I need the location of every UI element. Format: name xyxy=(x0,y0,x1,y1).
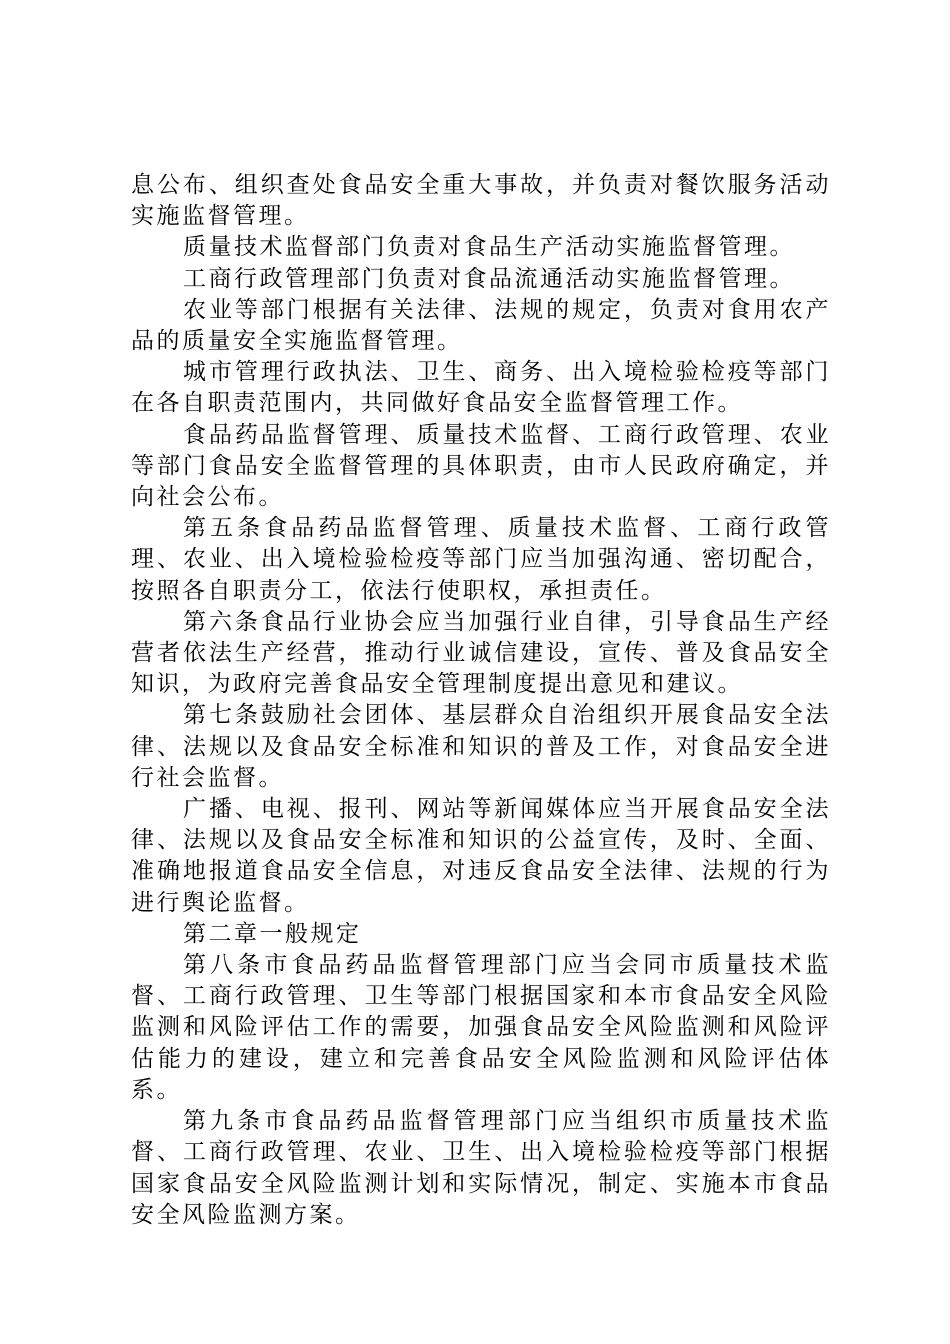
article-9: 第九条市食品药品监督管理部门应当组织市质量技术监督、工商行政管理、农业、卫生、出入境检验检疫等部门根据国家食品安全风险监测计划和实际情况，制定、实施本市食品安全风险监测方案。 xyxy=(131,1108,831,1228)
paragraph: 农业等部门根据有关法律、法规的规定，负责对食用农产品的质量安全实施监督管理。 xyxy=(131,296,831,355)
article-8: 第八条市食品药品监督管理部门应当会同市质量技术监督、工商行政管理、卫生等部门根据国家和本市食品安全风险监测和风险评估工作的需要，加强食品安全风险监测和风险评估能力的建设，建立和完善食品安全风险监测和风险评估体系。 xyxy=(131,952,831,1103)
article-6: 第六条食品行业协会应当加强行业自律，引导食品生产经营者依法生产经营，推动行业诚信建设，宣传、普及食品安全知识，为政府完善食品安全管理制度提出意见和建议。 xyxy=(131,608,831,698)
article-5: 第五条食品药品监督管理、质量技术监督、工商行政管理、农业、出入境检验检疫等部门应当加强沟通、密切配合，按照各自职责分工，依法行使职权，承担责任。 xyxy=(131,515,831,604)
paragraph: 城市管理行政执法、卫生、商务、出入境检验检疫等部门在各自职责范围内，共同做好食品安全监督管理工作。 xyxy=(131,359,831,417)
paragraph-continuation: 息公布、组织查处食品安全重大事故，并负责对餐饮服务活动实施监督管理。 xyxy=(131,172,831,230)
paragraph: 工商行政管理部门负责对食品流通活动实施监督管理。 xyxy=(183,265,795,292)
paragraph: 食品药品监督管理、质量技术监督、工商行政管理、农业等部门食品安全监督管理的具体职责，由市人民政府确定，并向社会公布。 xyxy=(131,421,831,511)
paragraph: 广播、电视、报刊、网站等新闻媒体应当开展食品安全法律、法规以及食品安全标准和知识的公益宣传，及时、全面、准确地报道食品安全信息，对违反食品安全法律、法规的行为进行舆论监督。 xyxy=(131,796,831,916)
paragraph: 质量技术监督部门负责对食品生产活动实施监督管理。 xyxy=(183,234,795,261)
article-7: 第七条鼓励社会团体、基层群众自治组织开展食品安全法律、法规以及食品安全标准和知识的普及工作，对食品安全进行社会监督。 xyxy=(131,702,831,791)
chapter-heading: 第二章一般规定 xyxy=(183,920,362,947)
document-body xyxy=(131,170,831,1231)
